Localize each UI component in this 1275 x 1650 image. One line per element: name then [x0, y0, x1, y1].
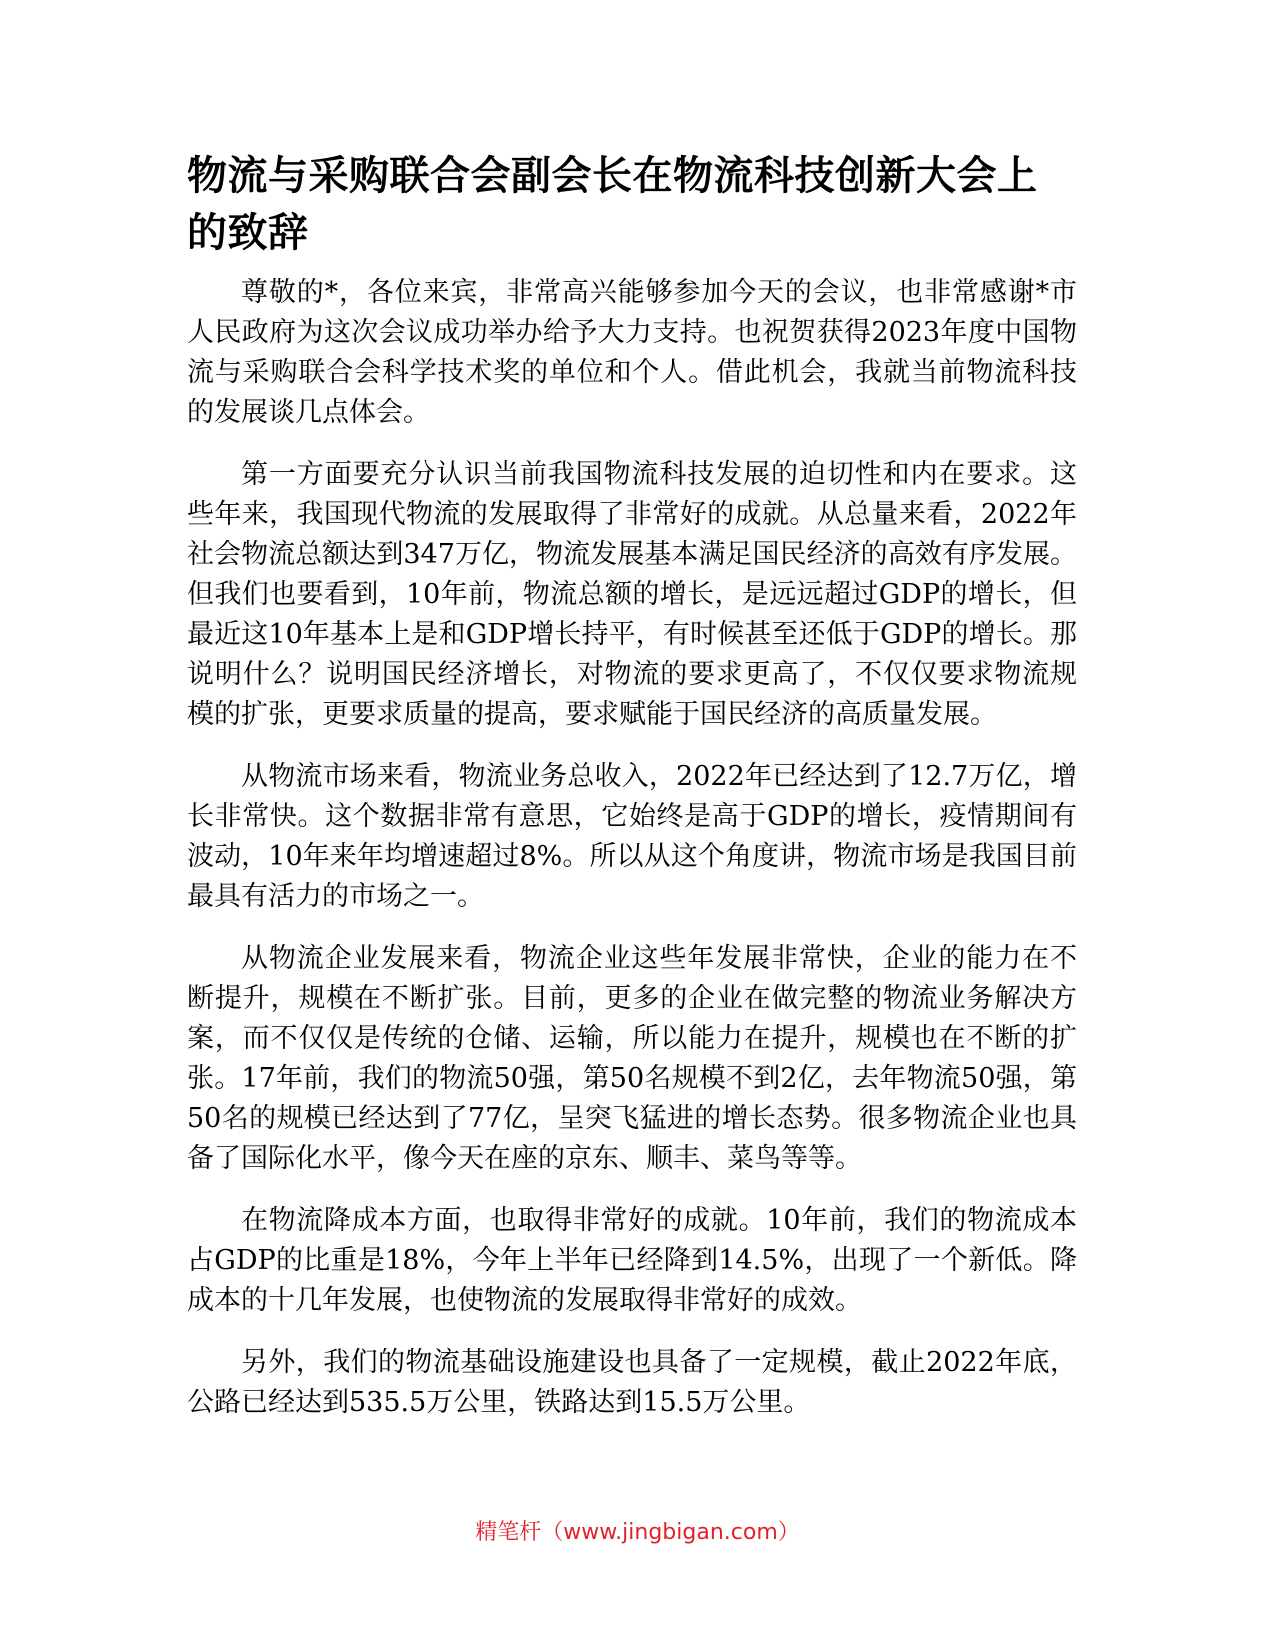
paragraph-6: 另外，我们的物流基础设施建设也具备了一定规模，截止2022年底，公路已经达到535.5万公里，铁路达到15.5万公里。 — [187, 1347, 1077, 1418]
paragraph-3: 从物流市场来看，物流业务总收入，2022年已经达到了12.7万亿，增长非常快。这个数据非常有意思，它始终是高于GDP的增长，疫情期间有波动，10年来年均增速超过8%。所以从这个角度讲，物流市场是我国目前最具有活力的市场之一。 — [187, 761, 1077, 912]
footer-watermark: 精笔杆（www.jingbigan.com） — [475, 1520, 800, 1545]
paragraph-1: 尊敬的*，各位来宾，非常高兴能够参加今天的会议，也非常感谢*市人民政府为这次会议成功举办给予大力支持。也祝贺获得2023年度中国物流与采购联合会科学技术奖的单位和个人。借此机会，我就当前物流科技的发展谈几点体会。 — [187, 277, 1077, 428]
document-body — [187, 273, 1077, 1445]
paragraph-4: 从物流企业发展来看，物流企业这些年发展非常快，企业的能力在不断提升，规模在不断扩张。目前，更多的企业在做完整的物流业务解决方案，而不仅仅是传统的仓储、运输，所以能力在提升，规模也在不断的扩张。17年前，我们的物流50强，第50名规模不到2亿，去年物流50强，第50名的规模已经达到了77亿，呈突飞猛进的增长态势。很多物流企业也具备了国际化水平，像今天在座的京东、顺丰、菜鸟等等。 — [187, 943, 1077, 1174]
paragraph-5: 在物流降成本方面，也取得非常好的成就。10年前，我们的物流成本占GDP的比重是18%，今年上半年已经降到14.5%，出现了一个新低。降成本的十几年发展，也使物流的发展取得非常好的成效。 — [187, 1205, 1077, 1316]
document-title: 物流与采购联合会副会长在物流科技创新大会上的致辞 — [187, 153, 1038, 256]
paragraph-2: 第一方面要充分认识当前我国物流科技发展的迫切性和内在要求。这些年来，我国现代物流的发展取得了非常好的成就。从总量来看，2022年社会物流总额达到347万亿，物流发展基本满足国民经济的高效有序发展。但我们也要看到，10年前，物流总额的增长，是远远超过GDP的增长，但最近这10年基本上是和GDP增长持平，有时候甚至还低于GDP的增长。那说明什么？说明国民经济增长，对物流的要求更高了，不仅仅要求物流规模的扩张，更要求质量的提高，要求赋能于国民经济的高质量发展。 — [187, 459, 1077, 730]
